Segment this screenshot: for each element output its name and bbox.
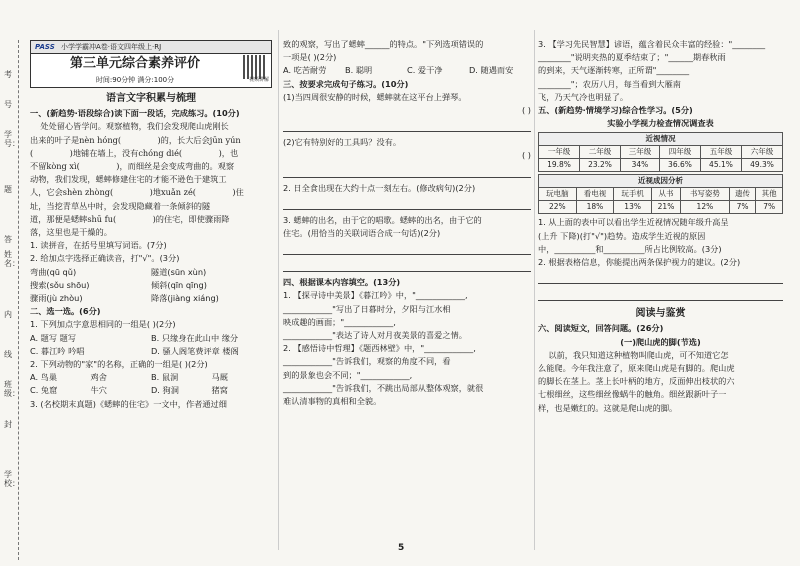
table-cell: 四年级 (659, 146, 700, 159)
question-3-4: 3. 蟋蟀的出名，由于它的唱歌。蟋蟀的出名，由于它的 (283, 214, 482, 225)
answer-bracket[interactable]: ( ) (522, 105, 531, 116)
question-4-1b: ____________"写出了日暮时分，夕阳与江水相 (283, 303, 451, 314)
table-cell: 书写姿势 (681, 188, 730, 201)
question-2-2: 2. 下列动物的"家"的名称，正确的一组是( )(2分) (30, 359, 208, 370)
table-cell: 玩电脑 (539, 188, 577, 201)
exam-meta: 时间:90分钟 满分:100分 (95, 76, 175, 84)
table-cell: 13% (614, 201, 652, 214)
passage-line: 的脚长在茎上。茎上长叶柄的地方，反面伸出枝状的六 (538, 376, 735, 387)
margin-label-kao: 考 (4, 70, 12, 79)
passage-line: 落，这里也是干燥的。 (30, 227, 112, 238)
margin-label-xian: 线 (4, 350, 12, 359)
reading-section-title: 阅读与鉴赏 (635, 308, 686, 320)
column-divider (534, 30, 535, 550)
column-divider (278, 30, 279, 550)
choice-option[interactable]: 牛穴 (90, 385, 107, 396)
pinyin-option[interactable]: 倾斜(qīn qīng) (151, 279, 207, 290)
question-5-1c: 中，__________和__________所占比例较高。(3分) (538, 243, 722, 254)
table-title: 实验小学视力检查情况调查表 (607, 118, 714, 129)
table-row (539, 188, 783, 201)
question-1-1: 1. 读拼音，在括号里填写词语。(7分) (30, 240, 167, 251)
question-1-title: 一、(新趋势·语段综合)读下面一段话，完成练习。(10分) (30, 108, 240, 119)
table-cell: 五年级 (700, 146, 741, 159)
table-cell: 34% (621, 159, 660, 172)
pinyin-option[interactable]: 骤雨(jù zhòu) (30, 293, 83, 304)
passage-line: 动物，我们发现，蟋蟀修建住宅的才能不逊色于建筑工 (30, 174, 227, 185)
question-5-title: 五、(新趋势·情境学习)综合性学习。(5分) (538, 105, 693, 116)
choice-option[interactable]: A. 鸟巢 (30, 372, 58, 383)
table-cell: 18% (576, 201, 614, 214)
passage-line: 七根细丝，这些细丝像蜗牛的触角。细丝跟新叶子一 (538, 389, 727, 400)
answer-line[interactable] (283, 242, 531, 255)
pinyin-row (30, 279, 272, 292)
answer-line[interactable] (283, 119, 531, 132)
page-number: 5 (398, 543, 405, 553)
question-3-title: 三、按要求完成句子练习。(10分) (283, 78, 409, 89)
option-row (30, 332, 272, 345)
binding-margin (0, 0, 24, 566)
answer-line[interactable] (283, 197, 531, 210)
answer-bracket[interactable]: ( ) (522, 150, 531, 161)
table-cell: 三年级 (621, 146, 660, 159)
table-cell: 21% (651, 201, 680, 214)
table-cell: 45.1% (700, 159, 741, 172)
margin-label-name: 姓名： (4, 250, 20, 268)
question-2-3: 3. (名校期末真题)《蟋蟀的住宅》一文中，作者通过细 (30, 398, 227, 409)
choice-option[interactable]: B. 聪明 (345, 65, 373, 76)
choice-option[interactable]: D. 狗洞 (151, 385, 179, 396)
question-4-1: 1. 【探寻诗中美景】《暮江吟》中，"____________, (283, 290, 468, 301)
choice-option[interactable]: 猪窝 (211, 385, 228, 396)
table-cell: 12% (681, 201, 730, 214)
table-cell: 二年级 (580, 146, 621, 159)
option-row (30, 345, 272, 358)
table-cell: 六年级 (741, 146, 782, 159)
question-6-title: 六、阅读短文，回答问题。(26分) (538, 323, 664, 334)
passage-line: 样，也是嫩红的。这就是爬山虎的脚。 (538, 402, 678, 413)
question-5-1: 1. 从上面的表中可以看出学生近视情况随年级升高呈 (538, 217, 729, 228)
question-4-2: 2. 【感悟诗中哲理】《题西林壁》中，"____________, (283, 343, 476, 354)
passage-line: ( )地铺在墙上，没有chóng dié( )，也 (30, 147, 239, 158)
table-cell: 49.3% (741, 159, 782, 172)
question-3-4b: 住宅。(用恰当的关联词语合成一句话)(2分) (283, 228, 441, 239)
pinyin-option[interactable]: 降落(jiàng xiáng) (151, 293, 219, 304)
pinyin-option[interactable]: 弯曲(qū qǔ) (30, 266, 77, 277)
vision-survey-table (538, 132, 783, 172)
margin-label-feng: 封 (4, 420, 12, 429)
question-4-2b: ____________"告诉我们，观察的角度不同，看 (283, 356, 451, 367)
table-section-head: 近视成因分析 (539, 175, 783, 188)
column-3 (538, 38, 783, 415)
passage-line: 以前，我只知道这种植物叫爬山虎，可不知道它怎 (538, 349, 729, 360)
table-cell: 看电视 (576, 188, 614, 201)
cause-analysis-table (538, 174, 783, 214)
section-title: 语言文字积累与梳理 (106, 93, 196, 104)
table-section-head: 近视情况 (539, 133, 783, 146)
margin-label-nei: 内 (4, 310, 12, 319)
series-name: 小学学霸冲A卷·语文四年级上·RJ (60, 43, 162, 51)
pinyin-option[interactable]: 隧道(sūn xùn) (151, 266, 207, 277)
column-1 (30, 0, 272, 411)
pinyin-row (30, 266, 272, 279)
passage-line: 不留kòng xì( )，而细丝是会变成弯曲的。观察 (30, 161, 235, 172)
table-row (539, 159, 783, 172)
question-4-3e: 飞，乃天气冷也明显了。 (538, 91, 629, 102)
option-row (30, 371, 272, 384)
question-4-1d: ____________"表达了诗人对月夜美景的喜爱之情。 (283, 330, 467, 341)
question-4-3: 3. 【学习先民智慧】谚语，蕴含着民众丰富的经验："________ (538, 39, 766, 49)
choice-option[interactable]: 马厩 (211, 372, 228, 383)
answer-line[interactable] (283, 165, 531, 178)
choice-option[interactable]: D. 随遇而安 (469, 65, 514, 76)
question-4-title: 四、根据课本内容填空。(13分) (283, 277, 401, 288)
choice-option[interactable]: A. 吃苦耐劳 (283, 65, 327, 76)
choice-option[interactable]: D. 骚人阁笔费评章 楼阁 (151, 345, 239, 356)
table-cell: 一年级 (539, 146, 580, 159)
table-cell: 22% (539, 201, 577, 214)
question-2-title: 二、选一选。(6分) (30, 306, 101, 317)
passage-title: (一)爬山虎的脚(节选) (620, 336, 701, 347)
question-3-2: (2)它有特别好的工具吗？没有。 (283, 137, 402, 148)
answer-line[interactable] (538, 288, 783, 301)
question-3-1: (1)当四周很安静的时候，蟋蟀就在这平台上弹琴。 (283, 91, 467, 102)
margin-label-school: 学校： (4, 470, 20, 488)
table-row (539, 201, 783, 214)
column-2 (283, 38, 531, 408)
brand-logo: PASS (35, 43, 55, 51)
question-4-3d: ________"；农历八月，每当看到大雁南 (538, 78, 681, 89)
table-cell: 7% (756, 201, 783, 214)
option-row (30, 384, 272, 397)
option-row (283, 64, 531, 77)
table-cell: 其他 (756, 188, 783, 201)
margin-label-da: 答 (4, 235, 12, 244)
exam-header (30, 40, 272, 88)
margin-label-hao: 号 (4, 100, 12, 109)
answer-line[interactable] (538, 271, 783, 284)
pinyin-option[interactable]: 搜索(sǒu shōu) (30, 279, 90, 290)
passage-line: 人，它会shèn zhòng( )地xuǎn zé( )住 (30, 187, 244, 198)
table-row (539, 146, 783, 159)
passage-line: 道，那便是蟋蟀shū fu( )的住宅，即使骤雨降 (30, 213, 230, 224)
passage-line: 么能爬。今年我注意了，原来爬山虎是有脚的。爬山虎 (538, 363, 735, 374)
table-cell: 23.2% (580, 159, 621, 172)
header-series-bar (31, 41, 271, 54)
passage-line: 址，当挖青草丛中时，会发现隐藏着一条倾斜的隧 (30, 200, 211, 211)
pinyin-row (30, 292, 272, 305)
exam-title: 第三单元综合素养评价 (69, 56, 200, 71)
table-cell: 19.8% (539, 159, 580, 172)
qr-label: 视频讲解 (248, 76, 269, 83)
table-cell: 36.6% (659, 159, 700, 172)
question-2-3-cont: 致的观察，写出了蟋蟀______的特点。"下列选项错误的 (283, 39, 484, 49)
margin-label-ti: 题 (4, 185, 12, 194)
question-2-3-cont2: 一项是( )(2分) (283, 52, 337, 63)
question-1-2: 2. 给加点字选择正确读音，打"√"。(3分) (30, 253, 180, 264)
answer-line[interactable] (283, 259, 531, 272)
question-4-2c: 到的景象也会不同；"____________, (283, 369, 413, 380)
question-4-3b: ________"说明夹热的夏季结束了；"______期春秋雨 (538, 52, 726, 63)
question-4-3c: 的到来，天气逐渐转寒，正所谓"________ (538, 65, 690, 76)
passage-line: 处处留心皆学问。观察植物，我们会发现爬山虎刚长 (30, 121, 229, 132)
question-4-1c: 映成趣的画面；"____________, (283, 316, 396, 327)
question-4-2d: ____________"告诉我们，不跳出局部从整体观察，就很 (283, 382, 484, 393)
passage-1 (30, 120, 272, 239)
margin-label-class: 班级： (4, 380, 20, 398)
table-cell: 玩手机 (614, 188, 652, 201)
question-4-2e: 难认清事物的真相和全貌。 (283, 396, 382, 407)
table-cell: 7% (729, 201, 756, 214)
choice-option[interactable]: B. 鼠洞 (151, 372, 179, 383)
table-cell: 遗传 (729, 188, 756, 201)
passage-line: 出来的叶子是nèn hóng( )的，长大后会jūn yún (30, 134, 241, 145)
question-5-1b[interactable]: (上升 下降)(打"√")趋势。造成学生近视的原因 (538, 230, 706, 241)
passage-2 (538, 349, 783, 415)
choice-option[interactable]: 鸡舍 (90, 372, 107, 383)
table-cell: 从书 (651, 188, 680, 201)
choice-option[interactable]: C. 兔窟 (30, 385, 58, 396)
question-2-1: 1. 下列加点字意思相同的一组是( )(2分) (30, 319, 176, 330)
choice-option[interactable]: C. 暮江吟 吟唱 (30, 345, 85, 356)
choice-option[interactable]: C. 爱干净 (407, 65, 443, 76)
question-3-3: 2. 日全食出现在大约十点一刻左右。(修改病句)(2分) (283, 182, 476, 193)
question-5-2: 2. 根据表格信息，你能提出两条保护视力的建议。(2分) (538, 257, 741, 268)
margin-label-student-id: 学号： (4, 130, 20, 148)
choice-option[interactable]: B. 只缘身在此山中 缘分 (151, 332, 239, 343)
choice-option[interactable]: A. 题写 题写 (30, 332, 77, 343)
